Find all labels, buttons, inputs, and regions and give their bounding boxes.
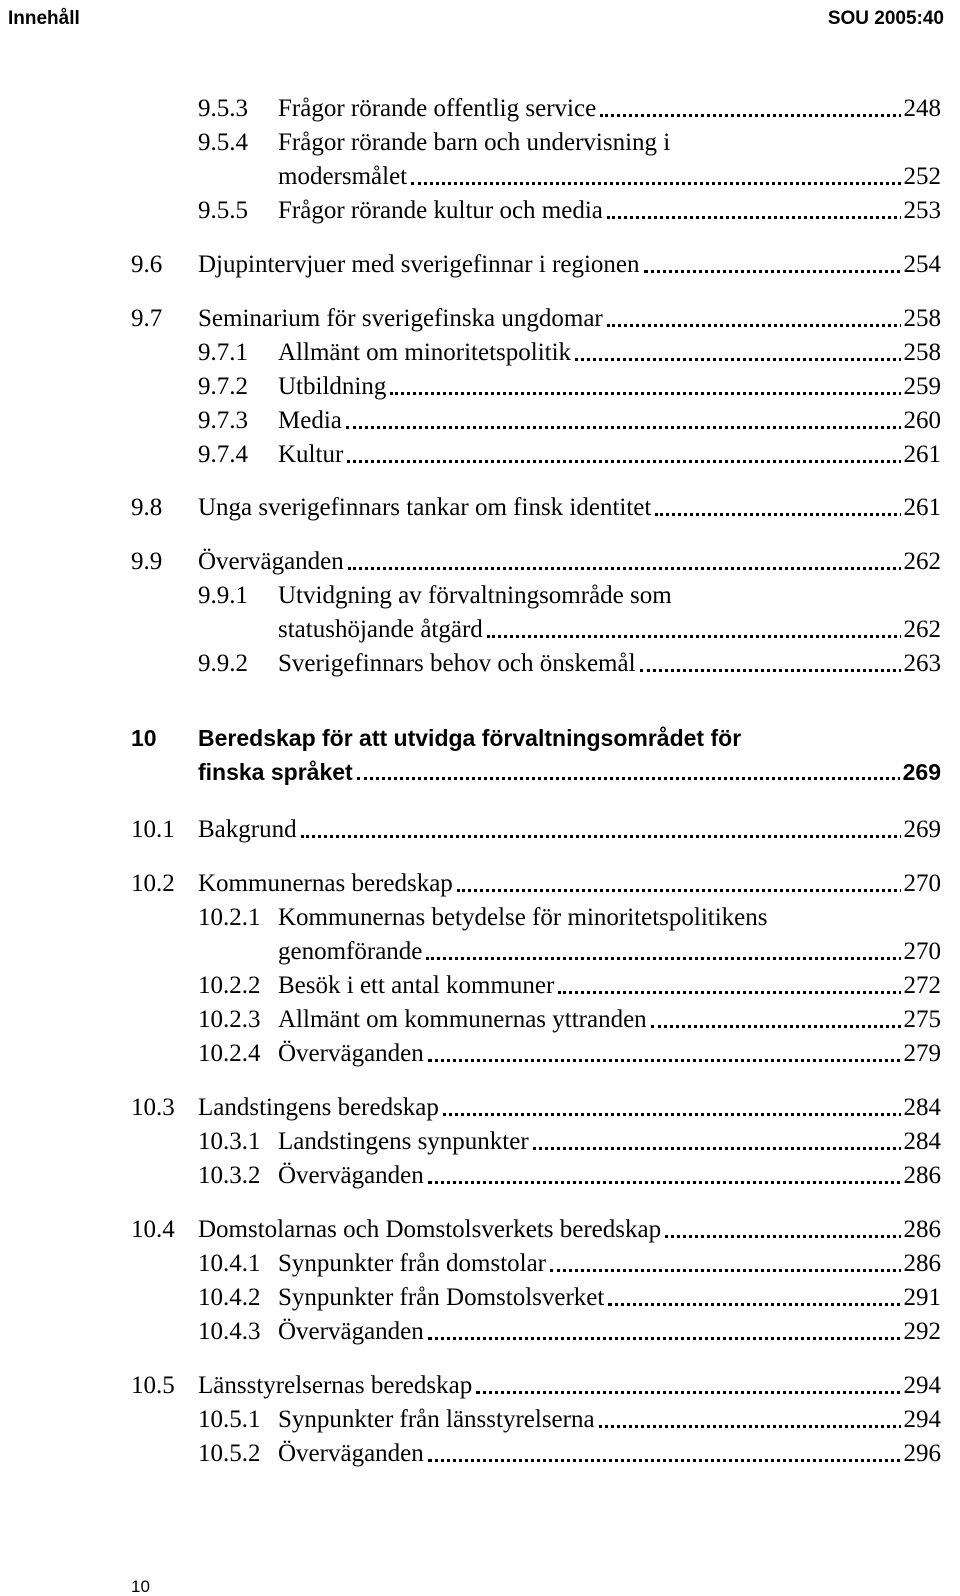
dot-leader xyxy=(357,777,932,780)
toc-entry[interactable] xyxy=(0,903,960,933)
toc-entry[interactable] xyxy=(0,1039,960,1069)
dot-leader xyxy=(608,1303,932,1306)
toc-entry-number: 10.2.2 xyxy=(198,972,261,999)
toc-entry-number: 9.6 xyxy=(131,251,163,278)
toc-entry-title: Överväganden xyxy=(278,1040,424,1067)
header-document-id: SOU 2005:40 xyxy=(827,8,944,29)
toc-entry-page: 294 xyxy=(901,1405,942,1435)
toc-entry-number: 10.3 xyxy=(131,1094,175,1121)
toc-entry[interactable] xyxy=(0,1215,960,1245)
dot-leader xyxy=(390,392,932,395)
toc-entry-title: genomförande xyxy=(278,938,423,965)
toc-entry-page: 259 xyxy=(901,372,942,402)
toc-entry[interactable] xyxy=(0,869,960,899)
toc-entry-title: Unga sverigefinnars tankar om finsk identitet xyxy=(198,494,652,521)
toc-entry-number: 10.4.3 xyxy=(198,1318,261,1345)
toc-entry-title: Länsstyrelsernas beredskap xyxy=(198,1372,473,1399)
toc-entry[interactable] xyxy=(0,406,960,436)
dot-leader xyxy=(533,1147,932,1150)
toc-entry-page: 262 xyxy=(901,547,942,577)
toc-entry[interactable] xyxy=(0,937,960,967)
toc-entry-page: 291 xyxy=(901,1283,942,1313)
toc-entry-page: 263 xyxy=(901,649,942,679)
toc-entry[interactable] xyxy=(0,1093,960,1123)
toc-entry-page: 261 xyxy=(901,493,942,523)
toc-entry-number: 9.7.3 xyxy=(198,407,248,434)
dot-leader xyxy=(428,1459,932,1462)
toc-entry[interactable] xyxy=(0,338,960,368)
toc-entry[interactable] xyxy=(0,196,960,226)
toc-entry-title: Synpunkter från länsstyrelserna xyxy=(278,1406,595,1433)
dot-leader xyxy=(428,1181,932,1184)
running-header xyxy=(0,0,960,38)
dot-leader xyxy=(457,889,932,892)
toc-entry[interactable] xyxy=(0,649,960,679)
toc-entry-title: Beredskap för att utvidga förvaltningsområdet för xyxy=(198,725,742,751)
toc-entry-number: 9.9 xyxy=(131,548,163,575)
toc-entry-title: Frågor rörande kultur och media xyxy=(278,197,603,224)
toc-entry-title: finska språket xyxy=(198,759,353,785)
toc-entry-number: 9.7.1 xyxy=(198,339,248,366)
toc-entry-number: 9.9.1 xyxy=(198,582,248,609)
toc-entry-title: Sverigefinnars behov och önskemål xyxy=(278,650,636,677)
toc-entry-number: 9.9.2 xyxy=(198,650,248,677)
toc-entry-number: 10.3.1 xyxy=(198,1128,261,1155)
dot-leader xyxy=(607,324,932,327)
toc-entry[interactable] xyxy=(0,1127,960,1157)
toc-entry-title: Allmänt om kommunernas yttranden xyxy=(278,1006,647,1033)
dot-leader xyxy=(346,426,932,429)
toc-entry-number: 10 xyxy=(131,725,157,751)
dot-leader xyxy=(487,635,932,638)
toc-entry-title: Utvidgning av förvaltningsområde som xyxy=(278,582,672,609)
toc-entry[interactable] xyxy=(0,493,960,523)
toc-entry-page: 284 xyxy=(901,1093,942,1123)
toc-entry-number: 9.8 xyxy=(131,494,163,521)
toc-entry-title: Frågor rörande offentlig service xyxy=(278,95,597,122)
toc-entry[interactable] xyxy=(0,94,960,124)
toc-entry-page: 270 xyxy=(901,937,942,967)
toc-entry-title: Utbildning xyxy=(278,373,387,400)
toc-entry-page: 292 xyxy=(901,1317,942,1347)
dot-leader xyxy=(411,182,932,185)
toc-entry-number: 9.5.5 xyxy=(198,197,248,224)
toc-entry-page: 262 xyxy=(901,615,942,645)
toc-entry-title: Domstolarnas och Domstolsverkets beredskap xyxy=(198,1216,662,1243)
toc-entry-page: 258 xyxy=(901,304,942,334)
toc-entry-page: 261 xyxy=(901,440,942,470)
dot-leader xyxy=(607,216,932,219)
dot-leader xyxy=(644,270,932,273)
dot-leader xyxy=(347,460,932,463)
toc-entry-number: 10.4.1 xyxy=(198,1250,261,1277)
toc-entry-page: 272 xyxy=(901,971,942,1001)
toc-entry[interactable] xyxy=(0,1371,960,1401)
toc-entry-page: 254 xyxy=(901,250,942,280)
toc-entry[interactable] xyxy=(0,440,960,470)
dot-leader xyxy=(301,835,932,838)
toc-entry-page: 294 xyxy=(901,1371,942,1401)
toc-entry[interactable] xyxy=(0,1283,960,1313)
toc-entry[interactable] xyxy=(0,372,960,402)
toc-entry-number: 9.5.3 xyxy=(198,95,248,122)
toc-entry-title: Frågor rörande barn och undervisning i xyxy=(278,129,671,156)
toc-entry-number: 10.5.1 xyxy=(198,1406,261,1433)
toc-entry[interactable] xyxy=(0,723,960,753)
toc-entry[interactable] xyxy=(0,250,960,280)
toc-entry-page: 270 xyxy=(901,869,942,899)
dot-leader xyxy=(558,991,932,994)
toc-entry[interactable] xyxy=(0,162,960,192)
toc-entry-title: Bakgrund xyxy=(198,816,297,843)
toc-entry-page: 279 xyxy=(901,1039,942,1069)
toc-entry-number: 9.7 xyxy=(131,305,163,332)
toc-entry[interactable] xyxy=(0,547,960,577)
toc-entry-page: 253 xyxy=(901,196,942,226)
toc-entry-page: 286 xyxy=(901,1161,942,1191)
toc-entry[interactable] xyxy=(0,1161,960,1191)
toc-entry[interactable] xyxy=(0,815,960,845)
toc-entry-number: 10.4.2 xyxy=(198,1284,261,1311)
toc-entry-title: Synpunkter från domstolar xyxy=(278,1250,547,1277)
toc-entry-page: 286 xyxy=(901,1215,942,1245)
dot-leader xyxy=(550,1269,932,1272)
toc-entry-number: 10.3.2 xyxy=(198,1162,261,1189)
dot-leader xyxy=(651,1025,932,1028)
toc-entry-title: Överväganden xyxy=(198,548,344,575)
toc-entry-title: Överväganden xyxy=(278,1440,424,1467)
toc-entry-page: 284 xyxy=(901,1127,942,1157)
dot-leader xyxy=(428,1337,932,1340)
toc-entry-title: Landstingens beredskap xyxy=(198,1094,439,1121)
dot-leader xyxy=(426,957,932,960)
toc-entry-title: Seminarium för sverigefinska ungdomar xyxy=(198,305,603,332)
toc-entry-number: 10.4 xyxy=(131,1216,175,1243)
toc-entry-number: 10.1 xyxy=(131,816,175,843)
toc-entry-title: statushöjande åtgärd xyxy=(278,616,483,643)
toc-entry-number: 10.2 xyxy=(131,870,175,897)
toc-entry[interactable] xyxy=(0,581,960,611)
toc-entry-title: Överväganden xyxy=(278,1162,424,1189)
toc-entry[interactable] xyxy=(0,1005,960,1035)
toc-entry-number: 10.5 xyxy=(131,1372,175,1399)
toc-entry[interactable] xyxy=(0,615,960,645)
toc-entry[interactable] xyxy=(0,1317,960,1347)
toc-entry-title: Landstingens synpunkter xyxy=(278,1128,529,1155)
toc-entry-number: 9.7.4 xyxy=(198,441,248,468)
toc-entry-title: Överväganden xyxy=(278,1318,424,1345)
dot-leader xyxy=(443,1113,932,1116)
dot-leader xyxy=(665,1235,932,1238)
dot-leader xyxy=(600,114,932,117)
toc-entry[interactable] xyxy=(0,1405,960,1435)
toc-entry-number: 9.5.4 xyxy=(198,129,248,156)
header-section-title: Innehåll xyxy=(8,8,80,29)
toc-entry-title: Media xyxy=(278,407,342,434)
page-number: 10 xyxy=(131,1577,150,1596)
toc-entry-title: Synpunkter från Domstolsverket xyxy=(278,1284,605,1311)
toc-entry[interactable] xyxy=(0,304,960,334)
toc-entry-title: Kommunernas betydelse för minoritetspolitikens xyxy=(278,904,768,931)
dot-leader xyxy=(575,358,932,361)
toc-entry-page: 296 xyxy=(901,1439,942,1469)
toc-entry-number: 10.2.1 xyxy=(198,904,261,931)
dot-leader xyxy=(599,1425,932,1428)
toc-entry-title: Kultur xyxy=(278,441,344,468)
dot-leader xyxy=(655,513,932,516)
dot-leader xyxy=(640,669,932,672)
toc-entry-number: 10.2.4 xyxy=(198,1040,261,1067)
toc-entry-page: 286 xyxy=(901,1249,942,1279)
toc-entry-number: 9.7.2 xyxy=(198,373,248,400)
toc-entry-page: 269 xyxy=(901,815,942,845)
toc-entry-title: modersmålet xyxy=(278,163,408,190)
dot-leader xyxy=(348,567,932,570)
toc-entry[interactable] xyxy=(0,757,960,787)
toc-entry-number: 10.5.2 xyxy=(198,1440,261,1467)
toc-entry-title: Kommunernas beredskap xyxy=(198,870,453,897)
toc-entry[interactable] xyxy=(0,1439,960,1469)
toc-entry[interactable] xyxy=(0,1249,960,1279)
toc-entry[interactable] xyxy=(0,971,960,1001)
toc-entry-title: Djupintervjuer med sverigefinnar i regionen xyxy=(198,251,640,278)
toc-entry-page: 258 xyxy=(901,338,942,368)
toc-entry[interactable] xyxy=(0,128,960,158)
dot-leader xyxy=(428,1059,932,1062)
toc-entry-page: 269 xyxy=(900,757,941,787)
toc-entry-page: 260 xyxy=(901,406,942,436)
toc-entry-title: Allmänt om minoritetspolitik xyxy=(278,339,572,366)
toc-entry-page: 252 xyxy=(901,162,942,192)
toc-entry-title: Besök i ett antal kommuner xyxy=(278,972,555,999)
toc-entry-page: 248 xyxy=(901,94,942,124)
toc-entry-number: 10.2.3 xyxy=(198,1006,261,1033)
toc-entry-page: 275 xyxy=(901,1005,942,1035)
dot-leader xyxy=(476,1391,932,1394)
